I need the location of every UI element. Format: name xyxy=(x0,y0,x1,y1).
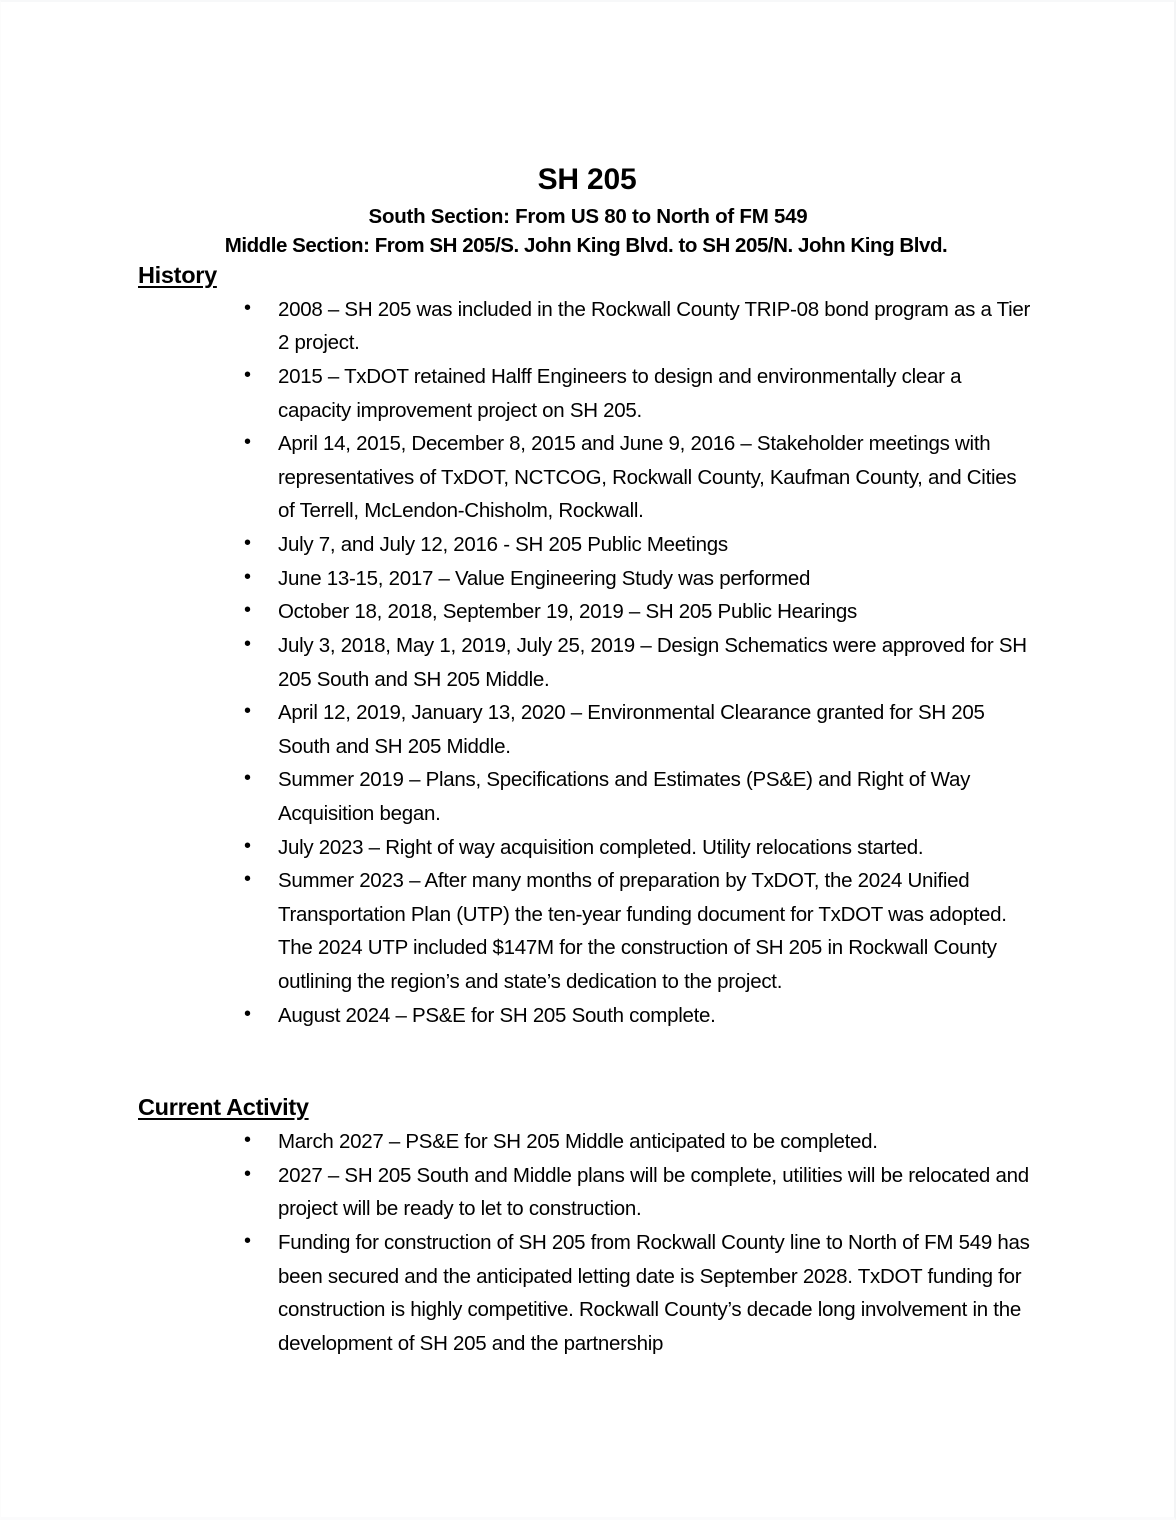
list-item: • Summer 2019 – Plans, Specifications and Estimates (PS&E) and Right of Way Acquisition began. xyxy=(244,763,1038,830)
section-current-activity xyxy=(138,1092,1038,1121)
list-item: • August 2024 – PS&E for SH 205 South complete. xyxy=(244,999,1038,1033)
list-item: • 2015 – TxDOT retained Halff Engineers to design and environmentally clear a capacity improvement project on SH 205. xyxy=(244,360,1038,427)
current-activity-bullet-list xyxy=(138,1125,1038,1360)
subtitle-middle-section: Middle Section: From SH 205/S. John King Blvd. to SH 205/N. John King Blvd. xyxy=(224,233,948,257)
section-history xyxy=(138,260,1038,289)
list-item: • April 14, 2015, December 8, 2015 and June 9, 2016 – Stakeholder meetings with representatives of TxDOT, NCTCOG, Rockwall County, Kaufman County, and Cities of Terrell, McLendon-Chisholm, Rockwall. xyxy=(244,427,1038,528)
list-item: • Funding for construction of SH 205 from Rockwall County line to North of FM 549 has been secured and the anticipated letting date is September 2028. TxDOT funding for construction is highly competitive. Rockwall County’s decade long involvement in the development of SH 205 and the partnership xyxy=(244,1226,1038,1360)
document-content xyxy=(138,162,1038,1360)
list-item: • Summer 2023 – After many months of preparation by TxDOT, the 2024 Unified Transportation Plan (UTP) the ten-year funding document for TxDOT was adopted. The 2024 UTP included $147M for the construction of SH 205 in Rockwall County outlining the region’s and state’s dedication to the project. xyxy=(244,864,1038,998)
list-item: • July 7, and July 12, 2016 - SH 205 Public Meetings xyxy=(244,528,1038,562)
section-heading-history: History xyxy=(138,261,217,288)
subtitle-south-section: South Section: From US 80 to North of FM 549 xyxy=(368,204,808,228)
history-bullet-list xyxy=(138,293,1038,1032)
section-heading-current-activity: Current Activity xyxy=(138,1094,309,1121)
list-item: • July 3, 2018, May 1, 2019, July 25, 2019 – Design Schematics were approved for SH 205 South and SH 205 Middle. xyxy=(244,629,1038,696)
list-item: • 2027 – SH 205 South and Middle plans will be complete, utilities will be relocated and project will be ready to let to construction. xyxy=(244,1159,1038,1226)
list-item: • April 12, 2019, January 13, 2020 – Environmental Clearance granted for SH 205 South and SH 205 Middle. xyxy=(244,696,1038,763)
list-item: • July 2023 – Right of way acquisition completed. Utility relocations started. xyxy=(244,831,1038,865)
list-item: • 2008 – SH 205 was included in the Rockwall County TRIP-08 bond program as a Tier 2 project. xyxy=(244,293,1038,360)
list-item: • October 18, 2018, September 19, 2019 – SH 205 Public Hearings xyxy=(244,595,1038,629)
list-item: • March 2027 – PS&E for SH 205 Middle anticipated to be completed. xyxy=(244,1125,1038,1159)
page-title: SH 205 xyxy=(537,163,637,196)
list-item: • June 13-15, 2017 – Value Engineering Study was performed xyxy=(244,562,1038,596)
